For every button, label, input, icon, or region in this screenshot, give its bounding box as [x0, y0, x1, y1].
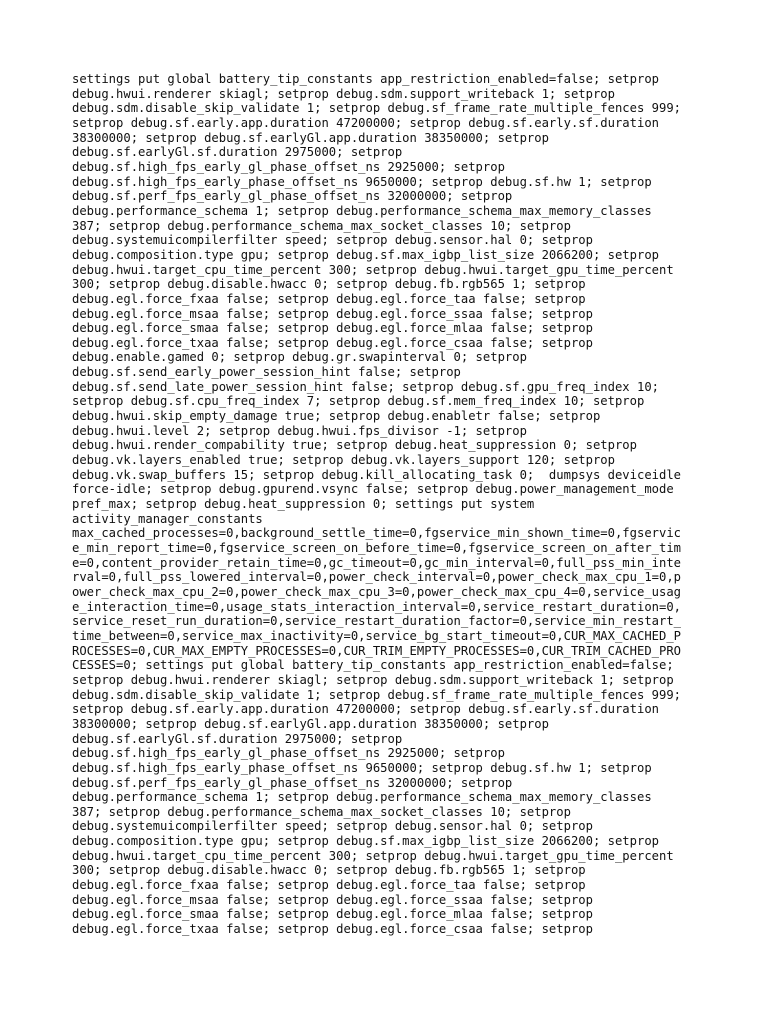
text-line: ROCESSES=0,CUR_MAX_EMPTY_PROCESSES=0,CUR_TRIM_EMPTY_PROCESSES=0,CUR_TRIM_CACHED_PRO [72, 643, 682, 658]
text-line: 38300000; setprop debug.sf.earlyGl.app.duration 38350000; setprop [72, 130, 549, 145]
text-line: debug.composition.type gpu; setprop debug.sf.max_igbp_list_size 2066200; setprop [72, 247, 659, 262]
document-text-body [72, 72, 702, 937]
text-line: debug.vk.swap_buffers 15; setprop debug.kill_allocating_task 0; dumpsys deviceidle [72, 467, 682, 482]
text-line: 387; setprop debug.performance_schema_max_socket_classes 10; setprop [72, 804, 571, 819]
text-line: debug.sdm.disable_skip_validate 1; setprop debug.sf_frame_rate_multiple_fences 999; [72, 687, 682, 702]
text-line: debug.sf.perf_fps_early_gl_phase_offset_ns 32000000; setprop [72, 775, 513, 790]
text-line: 38300000; setprop debug.sf.earlyGl.app.duration 38350000; setprop [72, 716, 549, 731]
text-line: max_cached_processes=0,background_settle_time=0,fgservice_min_shown_time=0,fgservic [72, 526, 682, 541]
text-line: 300; setprop debug.disable.hwacc 0; setprop debug.fb.rgb565 1; setprop [72, 863, 586, 878]
text-line: service_reset_run_duration=0,service_restart_duration_factor=0,service_min_restart_ [72, 614, 682, 629]
text-line: debug.egl.force_txaa false; setprop debug.egl.force_csaa false; setprop [72, 335, 593, 350]
text-line: debug.sf.high_fps_early_gl_phase_offset_ns 2925000; setprop [72, 159, 505, 174]
text-line: debug.egl.force_fxaa false; setprop debug.egl.force_taa false; setprop [72, 291, 586, 306]
text-line: force-idle; setprop debug.gpurend.vsync false; setprop debug.power_management_mode [72, 482, 674, 497]
text-line: ower_check_max_cpu_2=0,power_check_max_cpu_3=0,power_check_max_cpu_4=0,service_usag [72, 584, 682, 599]
text-line: debug.composition.type gpu; setprop debug.sf.max_igbp_list_size 2066200; setprop [72, 834, 659, 849]
text-line: pref_max; setprop debug.heat_suppression 0; settings put system [72, 497, 535, 512]
text-line: debug.enable.gamed 0; setprop debug.gr.swapinterval 0; setprop [72, 350, 527, 365]
text-line: debug.egl.force_txaa false; setprop debug.egl.force_csaa false; setprop [72, 922, 593, 937]
text-line: e_interaction_time=0,usage_stats_interaction_interval=0,service_restart_duration=0, [72, 599, 682, 614]
text-line: debug.egl.force_smaa false; setprop debug.egl.force_mlaa false; setprop [72, 907, 593, 922]
text-line: 300; setprop debug.disable.hwacc 0; setprop debug.fb.rgb565 1; setprop [72, 277, 586, 292]
text-line: CESSES=0; settings put global battery_tip_constants app_restriction_enabled=false; [72, 658, 674, 673]
text-line: debug.vk.layers_enabled true; setprop debug.vk.layers_support 120; setprop [72, 453, 615, 468]
text-line: debug.sf.earlyGl.sf.duration 2975000; setprop [72, 145, 403, 160]
text-line: debug.hwui.render_compability true; setprop debug.heat_suppression 0; setprop [72, 438, 637, 453]
text-line: activity_manager_constants [72, 511, 263, 526]
text-line: debug.performance_schema 1; setprop debug.performance_schema_max_memory_classes [72, 790, 652, 805]
text-line: debug.egl.force_msaa false; setprop debug.egl.force_ssaa false; setprop [72, 306, 593, 321]
text-line: setprop debug.sf.early.app.duration 47200000; setprop debug.sf.early.sf.duration [72, 702, 659, 717]
text-line: rval=0,full_pss_lowered_interval=0,power_check_interval=0,power_check_max_cpu_1=0,p [72, 570, 682, 585]
text-line: setprop debug.sf.cpu_freq_index 7; setprop debug.sf.mem_freq_index 10; setprop [72, 394, 645, 409]
text-line: debug.sf.high_fps_early_phase_offset_ns 9650000; setprop debug.sf.hw 1; setprop [72, 760, 652, 775]
text-line: setprop debug.hwui.renderer skiagl; setprop debug.sdm.support_writeback 1; setprop [72, 672, 674, 687]
text-line: debug.hwui.target_cpu_time_percent 300; setprop debug.hwui.target_gpu_time_percent [72, 262, 674, 277]
text-line: setprop debug.sf.early.app.duration 47200000; setprop debug.sf.early.sf.duration [72, 115, 659, 130]
text-line: debug.hwui.skip_empty_damage true; setprop debug.enabletr false; setprop [72, 409, 601, 424]
text-line: debug.hwui.renderer skiagl; setprop debug.sdm.support_writeback 1; setprop [72, 86, 615, 101]
text-line: debug.sdm.disable_skip_validate 1; setprop debug.sf_frame_rate_multiple_fences 999; [72, 101, 682, 116]
text-line: debug.hwui.target_cpu_time_percent 300; setprop debug.hwui.target_gpu_time_percent [72, 848, 674, 863]
document-page [72, 72, 702, 937]
text-line: 387; setprop debug.performance_schema_max_socket_classes 10; setprop [72, 218, 571, 233]
text-line: debug.sf.send_early_power_session_hint false; setprop [72, 365, 461, 380]
text-line: debug.sf.perf_fps_early_gl_phase_offset_ns 32000000; setprop [72, 189, 513, 204]
text-line: debug.sf.send_late_power_session_hint false; setprop debug.sf.gpu_freq_index 10; [72, 379, 659, 394]
text-line: debug.sf.high_fps_early_gl_phase_offset_ns 2925000; setprop [72, 746, 505, 761]
text-line: debug.performance_schema 1; setprop debug.performance_schema_max_memory_classes [72, 203, 652, 218]
text-line: debug.sf.high_fps_early_phase_offset_ns 9650000; setprop debug.sf.hw 1; setprop [72, 174, 652, 189]
text-line: debug.hwui.level 2; setprop debug.hwui.fps_divisor -1; setprop [72, 423, 527, 438]
text-line: debug.egl.force_smaa false; setprop debug.egl.force_mlaa false; setprop [72, 321, 593, 336]
text-line: debug.egl.force_fxaa false; setprop debug.egl.force_taa false; setprop [72, 878, 586, 893]
text-line: debug.systemuicompilerfilter speed; setprop debug.sensor.hal 0; setprop [72, 233, 593, 248]
text-line: debug.egl.force_msaa false; setprop debug.egl.force_ssaa false; setprop [72, 892, 593, 907]
text-line: debug.sf.earlyGl.sf.duration 2975000; setprop [72, 731, 403, 746]
text-line: debug.systemuicompilerfilter speed; setprop debug.sensor.hal 0; setprop [72, 819, 593, 834]
text-line: e=0,content_provider_retain_time=0,gc_timeout=0,gc_min_interval=0,full_pss_min_inte [72, 555, 682, 570]
text-line: time_between=0,service_max_inactivity=0,service_bg_start_timeout=0,CUR_MAX_CACHED_P [72, 628, 682, 643]
text-line: e_min_report_time=0,fgservice_screen_on_before_time=0,fgservice_screen_on_after_tim [72, 541, 682, 555]
text-line: settings put global battery_tip_constants app_restriction_enabled=false; setprop [72, 72, 659, 86]
